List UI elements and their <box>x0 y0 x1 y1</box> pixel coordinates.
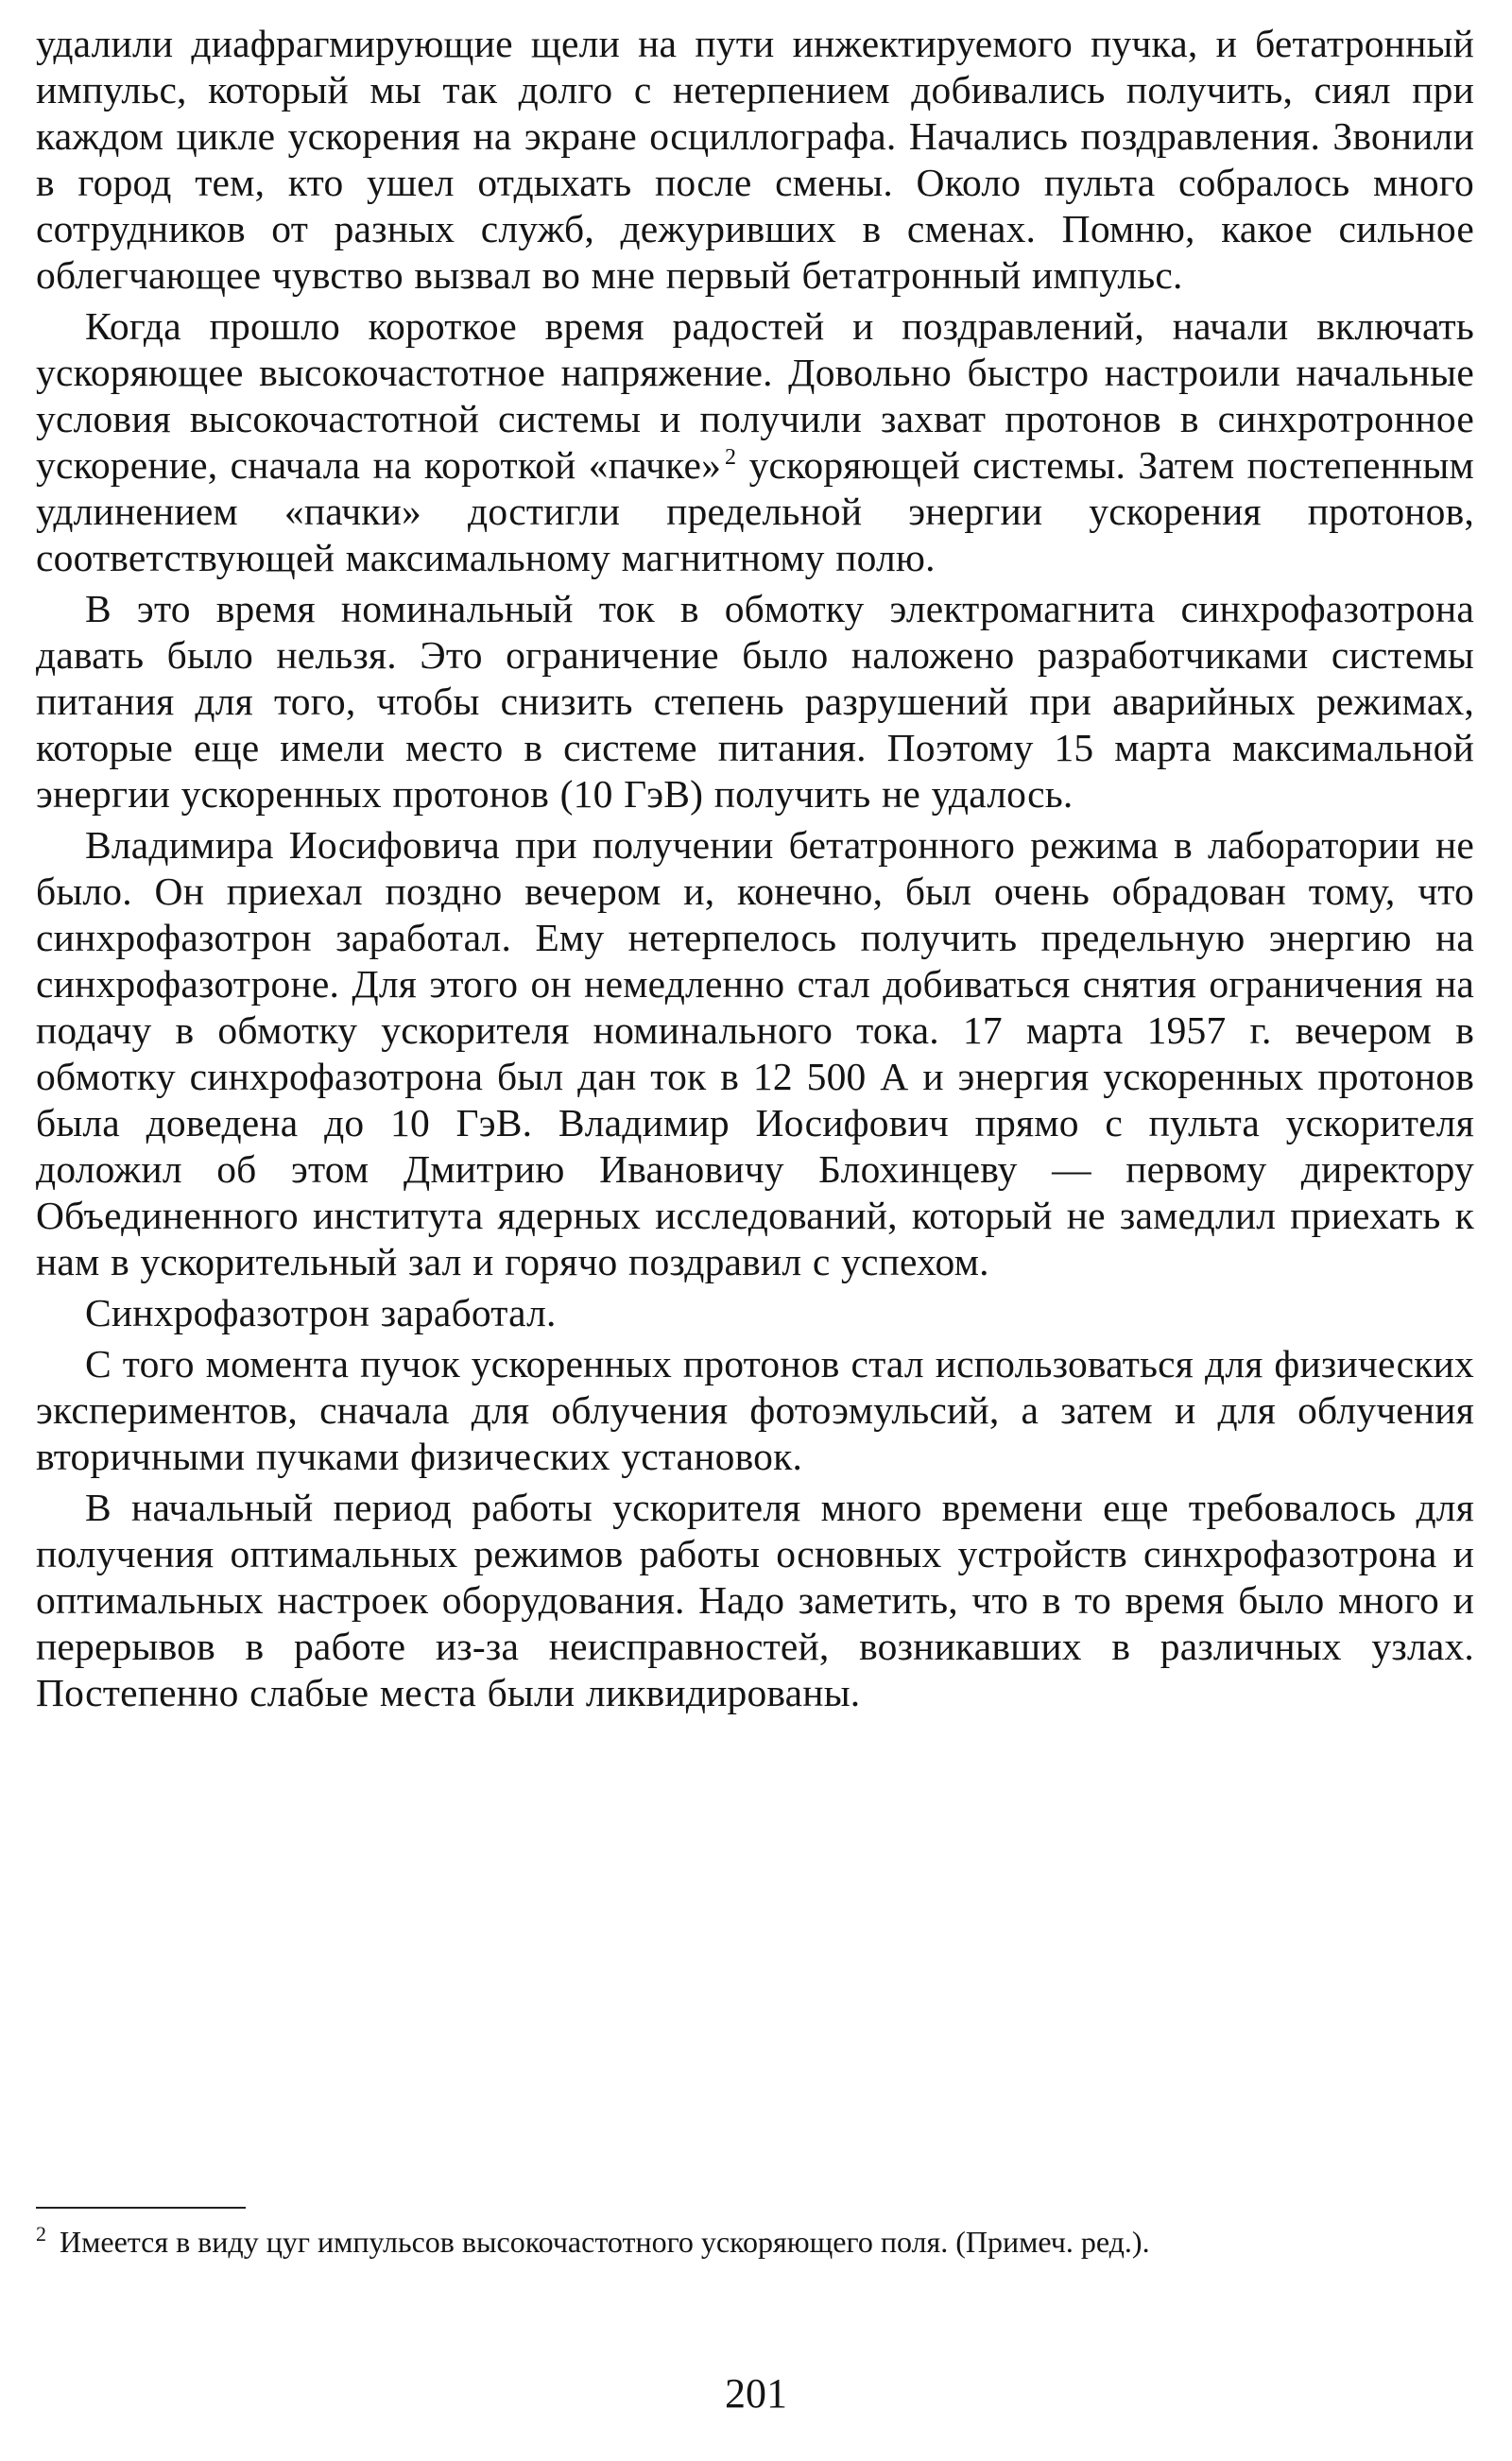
paragraph-5: Синхрофазотрон заработал. <box>85 1291 557 1334</box>
paragraph-2-text-start: Когда прошло короткое время радостей и поздравлений, начали включать ускоряющее высокочастотное напряжение. Довольно быстро настроили начальные условия высокочастотной системы и получили захват протонов в синхротронное ускорение, сначала на короткой «пачке» <box>36 304 1474 487</box>
paragraph-1: удалили диафрагмирующие щели на пути инжектируемого пучка, и бетатронный импульс, который мы так долго с нетерпением добивались получить, сиял при каждом цикле ускорения на экране осциллографа. Начались поздравления. Звонили в город тем, кто ушел отдыхать после смены. Около пульта собралось много сотрудников от разных служб, дежуривших в сменах. Помню, какое сильное облегчающее чувство вызвал во мне первый бетатронный импульс. <box>36 22 1474 297</box>
footnote-divider <box>36 2207 246 2209</box>
paragraph-7: В начальный период работы ускорителя много времени еще требовалось для получения оптимальных режимов работы основных устройств синхрофазотрона и оптимальных настроек оборудования. Надо заметить, что в то время было много и перерывов в работе из-за неисправностей, возникавших в различных узлах. Постепенно слабые места были ликвидированы. <box>36 1486 1474 1714</box>
footnote-mark: 2 <box>36 2222 46 2246</box>
paragraph-2-text-end: ускоряющей системы. Затем постепенным удлинением «пачки» достигли предельной энергии ускорения протонов, соответствующей максимальному магнитному полю. <box>36 443 1474 579</box>
footnote-reference: 2 <box>725 445 737 471</box>
footnote-text: Имеется в виду цуг импульсов высокочастотного ускоряющего поля. (Примеч. ред.). <box>60 2225 1150 2259</box>
footnote <box>36 2223 1474 2261</box>
page-body <box>36 21 1474 1716</box>
paragraph-6: С того момента пучок ускоренных протонов стал использоваться для физических экспериментов, сначала для облучения фотоэмульсий, а затем и для облучения вторичными пучками физических установок. <box>36 1342 1474 1478</box>
paragraph-3: В это время номинальный ток в обмотку электромагнита синхрофазотрона давать было нельзя. Это ограничение было наложено разработчиками системы питания для того, чтобы снизить степень разрушений при аварийных режимах, которые еще имели место в системе питания. Поэтому 15 марта максимальной энергии ускоренных протонов (10 ГэВ) получить не удалось. <box>36 587 1474 816</box>
page-number: 201 <box>725 2370 787 2417</box>
paragraph-4: Владимира Иосифовича при получении бетатронного режима в лаборатории не было. Он приехал поздно вечером и, конечно, был очень обрадован тому, что синхрофазотрон заработал. Ему нетерпелось получить предельную энергию на синхрофазотроне. Для этого он немедленно стал добиваться снятия ограничения на подачу в обмотку ускорителя номинального тока. 17 марта 1957 г. вечером в обмотку синхрофазотрона был дан ток в 12 500 А и энергия ускоренных протонов была доведена до 10 ГэВ. Владимир Иосифович прямо с пульта ускорителя доложил об этом Дмитрию Ивановичу Блохинцеву — первому директору Объединенного института ядерных исследований, который не замедлил приехать к нам в ускорительный зал и горячо поздравил с успехом. <box>36 823 1474 1283</box>
paragraph-2 <box>36 303 1474 581</box>
